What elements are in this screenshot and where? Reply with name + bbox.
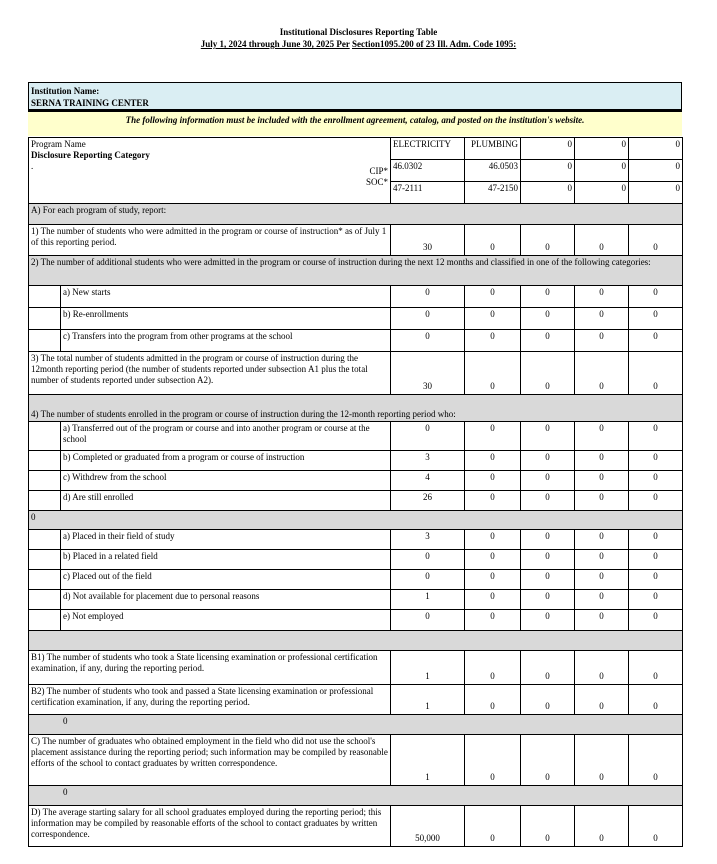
subtitle-period: July 1, 2024 through June 30, 2025 Per bbox=[200, 39, 350, 49]
row-value: 0 bbox=[464, 470, 521, 491]
row-value: 0 bbox=[464, 589, 521, 610]
row-value: 0 bbox=[390, 329, 465, 352]
row-value: 0 bbox=[464, 224, 521, 256]
row-value: 0 bbox=[628, 450, 683, 471]
row-value: 0 bbox=[574, 609, 629, 631]
row-label: a) Placed in their field of study bbox=[60, 529, 391, 550]
row-value: 0 bbox=[520, 329, 575, 352]
row-value: 0 bbox=[628, 609, 683, 631]
row-value: 0 bbox=[520, 650, 575, 685]
indent-cell bbox=[28, 529, 61, 550]
indent-cell bbox=[28, 470, 61, 491]
row-value: 0 bbox=[464, 609, 521, 631]
program-soc-cell: 47-2150 bbox=[464, 181, 521, 204]
row-label: c) Transfers into the program from other programs at the school bbox=[60, 329, 391, 352]
row-value: 0 bbox=[628, 684, 683, 715]
row-label: B1) The number of students who took a State licensing examination or professional certification examination, if any, during the reporting period. bbox=[28, 650, 391, 685]
cip-label: CIP* bbox=[369, 166, 388, 176]
section-header: 4) The number of students enrolled in the program or course of instruction during the 12-month reporting period who: bbox=[28, 394, 683, 422]
row-value: 0 bbox=[574, 490, 629, 511]
row-value: 30 bbox=[390, 224, 465, 256]
row-value: 1 bbox=[390, 684, 465, 715]
row-label: d) Are still enrolled bbox=[60, 490, 391, 511]
row-value: 0 bbox=[574, 805, 629, 847]
indent-cell bbox=[28, 285, 61, 308]
row-value: 0 bbox=[574, 224, 629, 256]
row-value: 0 bbox=[574, 569, 629, 590]
indent-cell bbox=[28, 490, 61, 511]
row-value: 0 bbox=[628, 805, 683, 847]
row-value: 0 bbox=[520, 529, 575, 550]
row-value: 0 bbox=[628, 589, 683, 610]
dot: . bbox=[31, 161, 34, 171]
program-soc-cell: 0 bbox=[628, 181, 683, 204]
row-value: 0 bbox=[464, 529, 521, 550]
institution-label: Institution Name: bbox=[31, 86, 100, 96]
row-value: 0 bbox=[628, 529, 683, 550]
soc-label: SOC* bbox=[365, 177, 388, 187]
row-value: 0 bbox=[574, 307, 629, 330]
row-value: 0 bbox=[520, 589, 575, 610]
row-value: 0 bbox=[520, 224, 575, 256]
program-soc-cell: 47-2111 bbox=[390, 181, 465, 204]
row-value: 0 bbox=[520, 805, 575, 847]
program-names-cell: 0 bbox=[628, 137, 683, 160]
row-value: 0 bbox=[628, 549, 683, 570]
row-value: 1 bbox=[390, 650, 465, 685]
row-value: 0 bbox=[628, 734, 683, 786]
row-value: 0 bbox=[520, 549, 575, 570]
row-value: 0 bbox=[520, 285, 575, 308]
page-subtitle bbox=[0, 39, 717, 49]
row-value: 0 bbox=[520, 470, 575, 491]
indent-cell bbox=[28, 569, 61, 590]
program-soc-cell: 0 bbox=[520, 181, 575, 204]
row-value: 0 bbox=[628, 351, 683, 395]
row-label: e) Not employed bbox=[60, 609, 391, 631]
row-value: 0 bbox=[574, 421, 629, 451]
row-label: 1) The number of students who were admitted in the program or course of instruction* as of July 1 of this reporting period. bbox=[28, 224, 391, 256]
row-label: B2) The number of students who took and passed a State licensing examination or professional certification examination, if any, during the reporting period. bbox=[28, 684, 391, 715]
row-value: 0 bbox=[574, 529, 629, 550]
indent-cell bbox=[28, 450, 61, 471]
row-label: a) Transferred out of the program or course and into another program or course at the school bbox=[60, 421, 391, 451]
page-title: Institutional Disclosures Reporting Table bbox=[279, 27, 438, 37]
row-value: 0 bbox=[628, 470, 683, 491]
row-value: 0 bbox=[520, 307, 575, 330]
row-label: C) The number of graduates who obtained employment in the field who did not use the school's placement assistance during the reporting period; such information may be compiled by reasonable efforts of the school to contact graduates by written correspondence. bbox=[28, 734, 391, 786]
row-value: 0 bbox=[390, 609, 465, 631]
institution-name: SERNA TRAINING CENTER bbox=[31, 98, 149, 108]
row-value: 0 bbox=[390, 569, 465, 590]
row-value: 0 bbox=[464, 569, 521, 590]
program-soc-cell: 0 bbox=[574, 181, 629, 204]
row-value: 0 bbox=[574, 549, 629, 570]
row-value: 0 bbox=[520, 569, 575, 590]
row-value: 0 bbox=[520, 609, 575, 631]
row-value: 0 bbox=[520, 421, 575, 451]
row-label: b) Completed or graduated from a program or course of instruction bbox=[60, 450, 391, 471]
row-value: 1 bbox=[390, 734, 465, 786]
row-value: 0 bbox=[390, 421, 465, 451]
row-value: 0 bbox=[464, 450, 521, 471]
row-value: 0 bbox=[464, 421, 521, 451]
program-cip-cell: 0 bbox=[574, 159, 629, 182]
row-value: 0 bbox=[574, 684, 629, 715]
row-value: 0 bbox=[574, 351, 629, 395]
row-value: 0 bbox=[520, 450, 575, 471]
row-label: b) Placed in a related field bbox=[60, 549, 391, 570]
program-cip-cell: 46.0302 bbox=[390, 159, 465, 182]
row-value: 0 bbox=[574, 285, 629, 308]
row-value: 0 bbox=[520, 734, 575, 786]
program-name-label: Program Name bbox=[31, 139, 86, 149]
row-value: 0 bbox=[464, 549, 521, 570]
row-value: 0 bbox=[464, 307, 521, 330]
row-value: 0 bbox=[520, 684, 575, 715]
row-value: 0 bbox=[628, 224, 683, 256]
row-value: 0 bbox=[464, 734, 521, 786]
row-value: 0 bbox=[628, 650, 683, 685]
row-value: 4 bbox=[390, 470, 465, 491]
indent-cell bbox=[28, 421, 61, 451]
row-value: 0 bbox=[464, 329, 521, 352]
row-label: 3) The total number of students admitted in the program or course of instruction during the 12month reporting period (the number of students reported under subsection A1 plus the total number of students reported under subsection A2). bbox=[28, 351, 391, 395]
row-value: 26 bbox=[390, 490, 465, 511]
program-names-cell: ELECTRICITY bbox=[390, 137, 465, 160]
program-names-cell: 0 bbox=[520, 137, 575, 160]
separator-row: 0 bbox=[28, 785, 683, 806]
row-value: 3 bbox=[390, 450, 465, 471]
separator-row: 0 bbox=[28, 714, 683, 735]
row-value: 0 bbox=[628, 421, 683, 451]
program-names-cell: PLUMBING bbox=[464, 137, 521, 160]
row-value: 0 bbox=[574, 734, 629, 786]
row-value: 0 bbox=[390, 307, 465, 330]
row-label: b) Re-enrollments bbox=[60, 307, 391, 330]
row-value: 0 bbox=[464, 490, 521, 511]
row-value: 0 bbox=[520, 490, 575, 511]
row-value: 0 bbox=[574, 329, 629, 352]
row-label: c) Placed out of the field bbox=[60, 569, 391, 590]
row-value: 0 bbox=[464, 684, 521, 715]
row-value: 3 bbox=[390, 529, 465, 550]
row-value: 0 bbox=[574, 650, 629, 685]
row-label: a) New starts bbox=[60, 285, 391, 308]
row-value: 0 bbox=[574, 589, 629, 610]
row-label: c) Withdrew from the school bbox=[60, 470, 391, 491]
spacer-row bbox=[28, 630, 683, 651]
institution-box bbox=[28, 82, 682, 110]
program-header-label bbox=[28, 137, 391, 204]
row-value: 0 bbox=[464, 285, 521, 308]
row-value: 0 bbox=[464, 351, 521, 395]
row-value: 0 bbox=[520, 351, 575, 395]
row-value: 0 bbox=[628, 490, 683, 511]
row-value: 0 bbox=[390, 549, 465, 570]
row-value: 0 bbox=[390, 285, 465, 308]
row-value: 0 bbox=[574, 470, 629, 491]
row-value: 0 bbox=[574, 450, 629, 471]
program-cip-cell: 0 bbox=[628, 159, 683, 182]
indent-cell bbox=[28, 589, 61, 610]
row-value: 0 bbox=[628, 569, 683, 590]
row-value: 1 bbox=[390, 589, 465, 610]
row-value: 0 bbox=[628, 285, 683, 308]
notice-banner: The following information must be included with the enrollment agreement, catalog, and posted on the institution's website. bbox=[28, 110, 682, 136]
indent-cell bbox=[28, 549, 61, 570]
row-value: 0 bbox=[464, 805, 521, 847]
section-header: A) For each program of study, report: bbox=[28, 203, 683, 225]
row-value: 0 bbox=[464, 650, 521, 685]
program-cip-cell: 0 bbox=[520, 159, 575, 182]
section-header: 2) The number of additional students who were admitted in the program or course of instruction during the next 12 months and classified in one of the following categories: bbox=[28, 255, 683, 286]
row-label: d) Not available for placement due to personal reasons bbox=[60, 589, 391, 610]
row-value: 50,000 bbox=[390, 805, 465, 847]
section-header: 0 bbox=[28, 510, 683, 530]
program-names-cell: 0 bbox=[574, 137, 629, 160]
program-cip-cell: 46.0503 bbox=[464, 159, 521, 182]
indent-cell bbox=[28, 609, 61, 631]
category-label: Disclosure Reporting Category bbox=[31, 150, 150, 160]
subtitle-code: Section1095.200 of 23 Ill. Adm. Code 1095: bbox=[351, 39, 517, 49]
row-label: D) The average starting salary for all school graduates employed during the reporting period; this information may be compiled by reasonable efforts of the school to contact graduates by written correspondence. bbox=[28, 805, 391, 847]
indent-cell bbox=[28, 307, 61, 330]
indent-cell bbox=[28, 329, 61, 352]
row-value: 30 bbox=[390, 351, 465, 395]
row-value: 0 bbox=[628, 307, 683, 330]
row-value: 0 bbox=[628, 329, 683, 352]
